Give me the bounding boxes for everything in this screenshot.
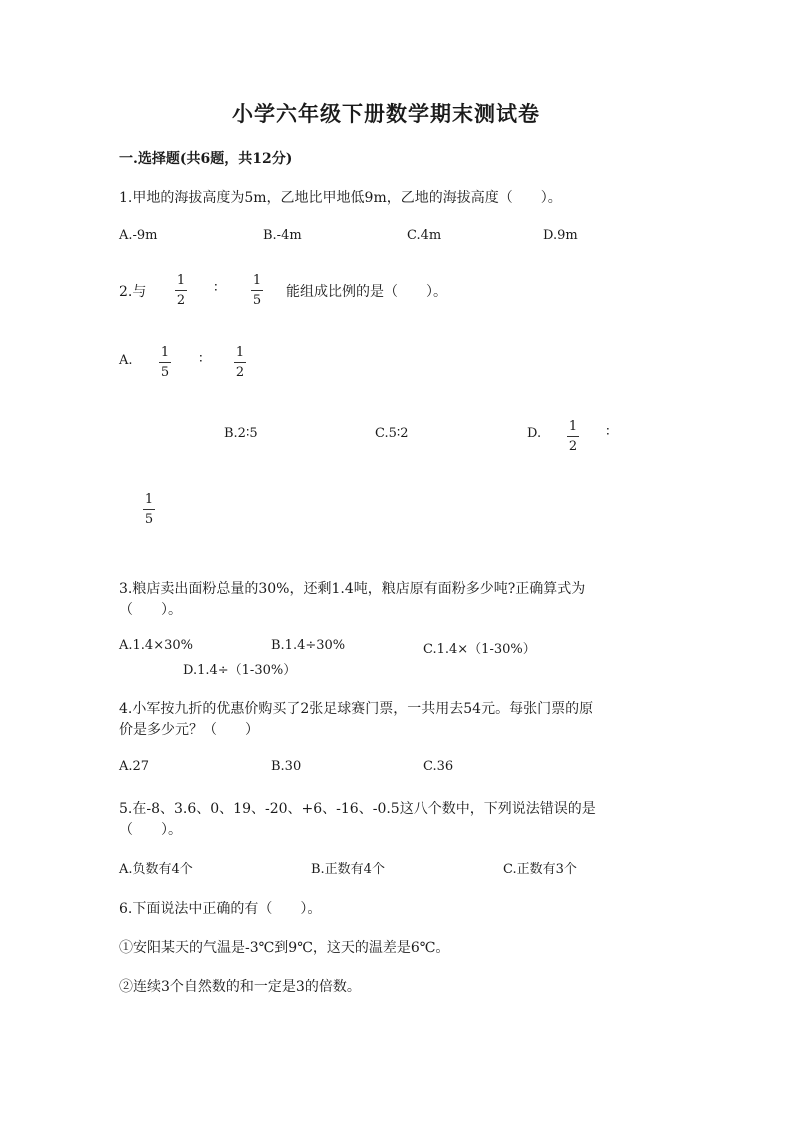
question-2-option-d-colon: ∶ [606,424,610,440]
question-4-option-c[interactable]: C.36 [423,759,454,774]
question-4-line-1: 4.小军按九折的优惠价购买了2张足球赛门票，一共用去54元。每张门票的原 [119,701,594,717]
question-2-option-a-fraction-1 [159,345,171,380]
fraction-bar [251,290,263,291]
question-3-option-d[interactable]: D.1.4÷（1-30%） [183,663,297,678]
question-6-text: 6.下面说法中正确的有（ ）。 [119,901,322,917]
fraction-numerator: 1 [176,273,186,288]
question-2-fraction-1 [175,273,187,308]
fraction-numerator: 1 [144,492,154,507]
question-2-option-a-label[interactable]: A. [119,353,133,368]
fraction-denominator: 2 [568,439,578,454]
fraction-denominator: 2 [176,293,186,308]
fraction-numerator: 1 [252,273,262,288]
fraction-numerator: 1 [568,419,578,434]
fraction-bar [143,509,155,510]
question-3-line-1: 3.粮店卖出面粉总量的30%，还剩1.4吨，粮店原有面粉多少吨?正确算式为 [119,581,586,597]
question-5-line-1: 5.在-8、3.6、0、19、-20、+6、-16、-0.5这八个数中，下列说法错误的是 [119,801,596,817]
question-3-option-c[interactable]: C.1.4×（1-30%） [423,642,536,657]
question-5-option-c[interactable]: C.正数有3个 [503,862,577,877]
page-title: 小学六年级下册数学期末测试卷 [232,101,540,126]
question-1-option-d[interactable]: D.9m [543,228,578,243]
question-4-option-a[interactable]: A.27 [119,759,150,774]
question-2-fraction-2 [251,273,263,308]
question-6-statement-2: ②连续3个自然数的和一定是3的倍数。 [119,979,361,995]
question-2-option-a-fraction-2 [234,345,246,380]
fraction-denominator: 5 [252,293,262,308]
question-3-line-2: （ ）。 [119,602,182,618]
question-4-option-b[interactable]: B.30 [271,759,302,774]
question-2-option-a-colon: ∶ [199,351,203,367]
question-6-statement-1: ①安阳某天的气温是-3℃到9℃，这天的温差是6℃。 [119,940,450,956]
question-3-option-a[interactable]: A.1.4×30% [119,638,193,653]
question-1-option-b[interactable]: B.-4m [263,228,302,243]
question-2-option-d-label[interactable]: D. [527,426,542,441]
question-2-prefix: 2.与 [119,284,147,300]
question-2-option-b[interactable]: B.2∶5 [224,426,258,441]
fraction-denominator: 2 [235,365,245,380]
question-1-option-a[interactable]: A.-9m [119,228,158,243]
fraction-bar [567,436,579,437]
question-5-option-b[interactable]: B.正数有4个 [311,862,385,877]
fraction-bar [159,362,171,363]
fraction-bar [175,290,187,291]
question-2-option-d-fraction-1 [567,419,579,454]
question-2-colon: ∶ [214,280,218,296]
fraction-numerator: 1 [235,345,245,360]
question-2-suffix: 能组成比例的是（ ）。 [286,284,447,300]
question-5-line-2: （ ）。 [119,822,182,838]
question-4-line-2: 价是多少元？（ ） [119,722,259,738]
question-3-option-b[interactable]: B.1.4÷30% [271,638,346,653]
fraction-numerator: 1 [160,345,170,360]
fraction-denominator: 5 [160,365,170,380]
fraction-denominator: 5 [144,512,154,527]
question-2-option-d-fraction-2 [143,492,155,527]
question-1-option-c[interactable]: C.4m [407,228,442,243]
fraction-bar [234,362,246,363]
question-2-option-c[interactable]: C.5∶2 [375,426,409,441]
section-heading: 一.选择题(共6题，共12分) [119,151,293,167]
question-1-text: 1.甲地的海拔高度为5m，乙地比甲地低9m，乙地的海拔高度（ ）。 [119,190,562,206]
question-5-option-a[interactable]: A.负数有4个 [119,862,193,877]
